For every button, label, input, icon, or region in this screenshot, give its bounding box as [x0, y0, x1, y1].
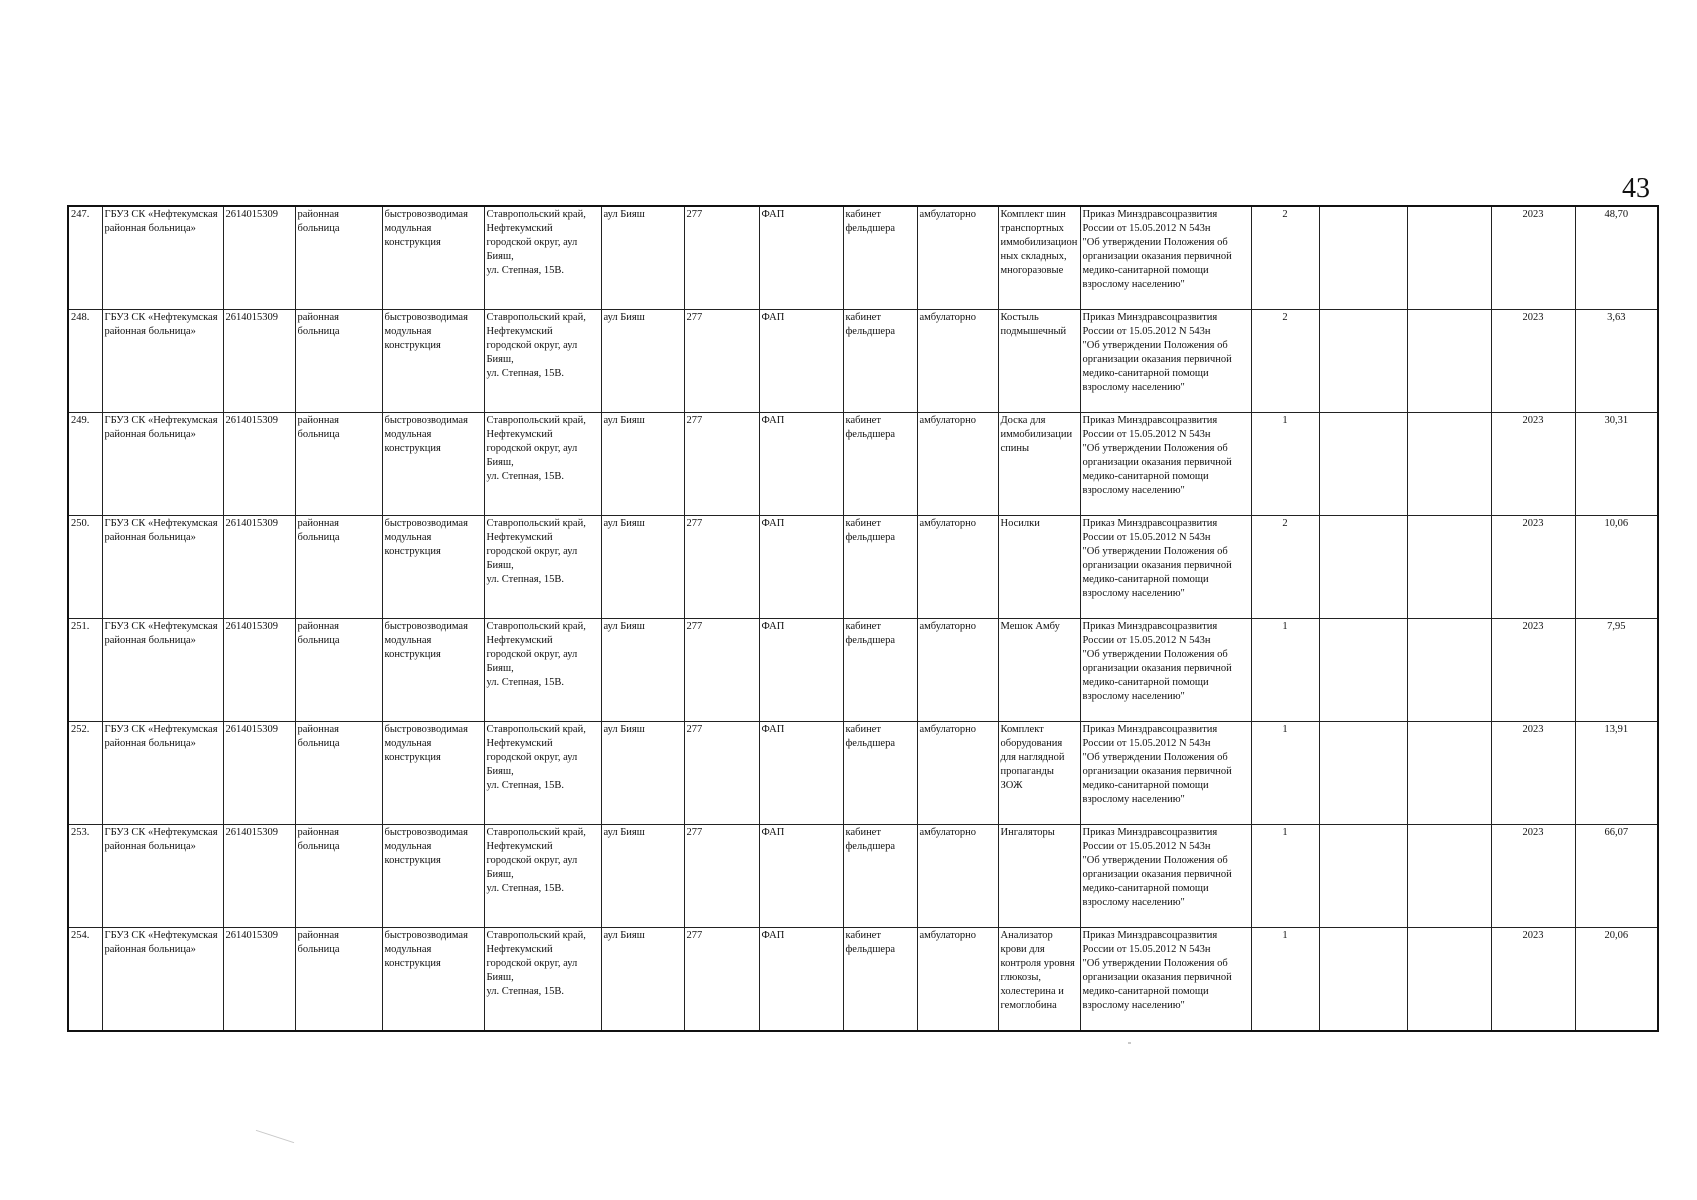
room-cell: кабинет фельдшера	[843, 206, 917, 310]
regulation-text: Приказ Минздравсоцразвития России от 15.05.2012 N 543н "Об утверждении Положения об организации оказания первичной медико-санитарной помощи взрослому населению"	[1082, 415, 1232, 497]
quantity-cell: 2	[1251, 516, 1319, 619]
year-cell: 2023	[1491, 516, 1575, 619]
table-row	[68, 721, 1658, 824]
address-cell	[484, 824, 601, 927]
year-cell: 2023	[1491, 206, 1575, 310]
unit-cell: ФАП	[759, 721, 843, 824]
room-cell: кабинет фельдшера	[843, 310, 917, 413]
amount-cell: 20,06	[1575, 927, 1658, 1031]
address-cell	[484, 927, 601, 1031]
table-row	[68, 824, 1658, 927]
building-type-cell: быстровозводимая модульная конструкция	[382, 824, 484, 927]
institution-type-cell: районная больница	[295, 721, 382, 824]
row-number: 248.	[68, 310, 102, 413]
building-type-cell: быстровозводимая модульная конструкция	[382, 721, 484, 824]
empty-cell	[1319, 618, 1407, 721]
quantity-cell: 2	[1251, 206, 1319, 310]
empty-cell	[1319, 824, 1407, 927]
amount-cell: 48,70	[1575, 206, 1658, 310]
unit-cell: ФАП	[759, 824, 843, 927]
address-text: Ставропольский край, Нефтекумский городской округ, аул Бияш, ул. Степная, 15В.	[486, 518, 586, 585]
address-cell	[484, 310, 601, 413]
table-row	[68, 413, 1658, 516]
row-number: 250.	[68, 516, 102, 619]
care-type-cell: амбулаторно	[917, 206, 998, 310]
empty-cell	[1407, 927, 1491, 1031]
regulation-cell	[1080, 516, 1251, 619]
amount-cell: 3,63	[1575, 310, 1658, 413]
equipment-cell: Носилки	[998, 516, 1080, 619]
institution-type-cell: районная больница	[295, 618, 382, 721]
code-cell: 277	[684, 927, 759, 1031]
code-cell: 277	[684, 516, 759, 619]
quantity-cell: 1	[1251, 927, 1319, 1031]
empty-cell	[1407, 618, 1491, 721]
building-type-cell: быстровозводимая модульная конструкция	[382, 927, 484, 1031]
building-type-cell: быстровозводимая модульная конструкция	[382, 206, 484, 310]
care-type-cell: амбулаторно	[917, 618, 998, 721]
address-cell	[484, 516, 601, 619]
amount-cell: 7,95	[1575, 618, 1658, 721]
empty-cell	[1319, 516, 1407, 619]
quantity-cell: 1	[1251, 413, 1319, 516]
year-cell: 2023	[1491, 721, 1575, 824]
regulation-text: Приказ Минздравсоцразвития России от 15.05.2012 N 543н "Об утверждении Положения об организации оказания первичной медико-санитарной помощи взрослому населению"	[1082, 826, 1232, 908]
organization-cell: ГБУЗ СК «Нефтекумская районная больница»	[102, 927, 223, 1031]
amount-cell: 13,91	[1575, 721, 1658, 824]
code-cell: 277	[684, 310, 759, 413]
address-text: Ставропольский край, Нефтекумский городской округ, аул Бияш, ул. Степная, 15В.	[486, 209, 586, 276]
inn-cell: 2614015309	[223, 721, 295, 824]
regulation-text: Приказ Минздравсоцразвития России от 15.05.2012 N 543н "Об утверждении Положения об организации оказания первичной медико-санитарной помощи взрослому населению"	[1082, 518, 1232, 599]
address-text: Ставропольский край, Нефтекумский городской округ, аул Бияш, ул. Степная, 15В.	[486, 312, 586, 380]
row-number: 247.	[68, 206, 102, 310]
unit-cell: ФАП	[759, 927, 843, 1031]
building-type-cell: быстровозводимая модульная конструкция	[382, 516, 484, 619]
equipment-cell: Доска для иммобилизации спины	[998, 413, 1080, 516]
locality-cell: аул Бияш	[601, 310, 684, 413]
empty-cell	[1407, 413, 1491, 516]
building-type-cell: быстровозводимая модульная конструкция	[382, 618, 484, 721]
regulation-text: Приказ Минздравсоцразвития России от 15.05.2012 N 543н "Об утверждении Положения об организации оказания первичной медико-санитарной помощи взрослому населению"	[1082, 312, 1232, 394]
quantity-cell: 1	[1251, 824, 1319, 927]
quantity-cell: 1	[1251, 721, 1319, 824]
organization-cell: ГБУЗ СК «Нефтекумская районная больница»	[102, 618, 223, 721]
equipment-register-table	[67, 205, 1659, 1032]
empty-cell	[1319, 721, 1407, 824]
organization-cell: ГБУЗ СК «Нефтекумская районная больница»	[102, 721, 223, 824]
institution-type-cell: районная больница	[295, 310, 382, 413]
row-number: 249.	[68, 413, 102, 516]
empty-cell	[1319, 413, 1407, 516]
amount-cell: 10,06	[1575, 516, 1658, 619]
care-type-cell: амбулаторно	[917, 413, 998, 516]
room-cell: кабинет фельдшера	[843, 618, 917, 721]
unit-cell: ФАП	[759, 516, 843, 619]
regulation-cell	[1080, 206, 1251, 310]
empty-cell	[1319, 310, 1407, 413]
empty-cell	[1407, 516, 1491, 619]
building-type-cell: быстровозводимая модульная конструкция	[382, 310, 484, 413]
room-cell: кабинет фельдшера	[843, 721, 917, 824]
code-cell: 277	[684, 618, 759, 721]
code-cell: 277	[684, 824, 759, 927]
care-type-cell: амбулаторно	[917, 310, 998, 413]
empty-cell	[1407, 824, 1491, 927]
empty-cell	[1407, 721, 1491, 824]
locality-cell: аул Бияш	[601, 721, 684, 824]
care-type-cell: амбулаторно	[917, 516, 998, 619]
scan-artifact	[1128, 1042, 1131, 1044]
row-number: 254.	[68, 927, 102, 1031]
equipment-cell: Костыль подмышечный	[998, 310, 1080, 413]
table-row	[68, 618, 1658, 721]
quantity-cell: 2	[1251, 310, 1319, 413]
inn-cell: 2614015309	[223, 413, 295, 516]
address-cell	[484, 721, 601, 824]
room-cell: кабинет фельдшера	[843, 824, 917, 927]
regulation-cell	[1080, 618, 1251, 721]
amount-cell: 66,07	[1575, 824, 1658, 927]
equipment-cell: Комплект шин транспортных иммобилизацион ных складных, многоразовые	[998, 206, 1080, 310]
regulation-cell	[1080, 927, 1251, 1031]
regulation-text: Приказ Минздравсоцразвития России от 15.05.2012 N 543н "Об утверждении Положения об организации оказания первичной медико-санитарной помощи взрослому населению"	[1082, 209, 1232, 290]
row-number: 252.	[68, 721, 102, 824]
address-text: Ставропольский край, Нефтекумский городской округ, аул Бияш, ул. Степная, 15В.	[486, 929, 586, 997]
care-type-cell: амбулаторно	[917, 721, 998, 824]
address-text: Ставропольский край, Нефтекумский городской округ, аул Бияш, ул. Степная, 15В.	[486, 415, 586, 483]
table-row	[68, 516, 1658, 619]
scan-artifact	[256, 1130, 294, 1143]
register-rows	[68, 206, 1658, 1031]
empty-cell	[1319, 206, 1407, 310]
room-cell: кабинет фельдшера	[843, 413, 917, 516]
organization-cell: ГБУЗ СК «Нефтекумская районная больница»	[102, 206, 223, 310]
empty-cell	[1407, 310, 1491, 413]
locality-cell: аул Бияш	[601, 516, 684, 619]
address-cell	[484, 206, 601, 310]
empty-cell	[1319, 927, 1407, 1031]
equipment-cell: Комплект оборудования для наглядной пропаганды ЗОЖ	[998, 721, 1080, 824]
regulation-cell	[1080, 824, 1251, 927]
address-cell	[484, 413, 601, 516]
amount-cell: 30,31	[1575, 413, 1658, 516]
locality-cell: аул Бияш	[601, 206, 684, 310]
institution-type-cell: районная больница	[295, 824, 382, 927]
code-cell: 277	[684, 721, 759, 824]
locality-cell: аул Бияш	[601, 927, 684, 1031]
locality-cell: аул Бияш	[601, 413, 684, 516]
page-number: 43	[1622, 173, 1650, 204]
organization-cell: ГБУЗ СК «Нефтекумская районная больница»	[102, 516, 223, 619]
institution-type-cell: районная больница	[295, 206, 382, 310]
code-cell: 277	[684, 206, 759, 310]
unit-cell: ФАП	[759, 618, 843, 721]
empty-cell	[1407, 206, 1491, 310]
regulation-cell	[1080, 721, 1251, 824]
room-cell: кабинет фельдшера	[843, 927, 917, 1031]
address-text: Ставропольский край, Нефтекумский городской округ, аул Бияш, ул. Степная, 15В.	[486, 826, 586, 894]
organization-cell: ГБУЗ СК «Нефтекумская районная больница»	[102, 824, 223, 927]
address-text: Ставропольский край, Нефтекумский городской округ, аул Бияш, ул. Степная, 15В.	[486, 620, 586, 688]
inn-cell: 2614015309	[223, 206, 295, 310]
year-cell: 2023	[1491, 824, 1575, 927]
organization-cell: ГБУЗ СК «Нефтекумская районная больница»	[102, 310, 223, 413]
year-cell: 2023	[1491, 310, 1575, 413]
regulation-text: Приказ Минздравсоцразвития России от 15.05.2012 N 543н "Об утверждении Положения об организации оказания первичной медико-санитарной помощи взрослому населению"	[1082, 929, 1232, 1011]
locality-cell: аул Бияш	[601, 618, 684, 721]
table-row	[68, 310, 1658, 413]
organization-cell: ГБУЗ СК «Нефтекумская районная больница»	[102, 413, 223, 516]
table-row	[68, 206, 1658, 310]
row-number: 253.	[68, 824, 102, 927]
locality-cell: аул Бияш	[601, 824, 684, 927]
regulation-text: Приказ Минздравсоцразвития России от 15.05.2012 N 543н "Об утверждении Положения об организации оказания первичной медико-санитарной помощи взрослому населению"	[1082, 620, 1232, 702]
unit-cell: ФАП	[759, 413, 843, 516]
equipment-cell: Анализатор крови для контроля уровня глюкозы, холестерина и гемоглобина	[998, 927, 1080, 1031]
address-text: Ставропольский край, Нефтекумский городской округ, аул Бияш, ул. Степная, 15В.	[486, 723, 586, 791]
institution-type-cell: районная больница	[295, 413, 382, 516]
equipment-cell: Мешок Амбу	[998, 618, 1080, 721]
inn-cell: 2614015309	[223, 927, 295, 1031]
year-cell: 2023	[1491, 413, 1575, 516]
care-type-cell: амбулаторно	[917, 824, 998, 927]
year-cell: 2023	[1491, 618, 1575, 721]
year-cell: 2023	[1491, 927, 1575, 1031]
regulation-cell	[1080, 310, 1251, 413]
care-type-cell: амбулаторно	[917, 927, 998, 1031]
institution-type-cell: районная больница	[295, 927, 382, 1031]
inn-cell: 2614015309	[223, 824, 295, 927]
room-cell: кабинет фельдшера	[843, 516, 917, 619]
inn-cell: 2614015309	[223, 618, 295, 721]
regulation-text: Приказ Минздравсоцразвития России от 15.05.2012 N 543н "Об утверждении Положения об организации оказания первичной медико-санитарной помощи взрослому населению"	[1082, 723, 1232, 805]
building-type-cell: быстровозводимая модульная конструкция	[382, 413, 484, 516]
address-cell	[484, 618, 601, 721]
row-number: 251.	[68, 618, 102, 721]
unit-cell: ФАП	[759, 310, 843, 413]
quantity-cell: 1	[1251, 618, 1319, 721]
regulation-cell	[1080, 413, 1251, 516]
equipment-cell: Ингаляторы	[998, 824, 1080, 927]
code-cell: 277	[684, 413, 759, 516]
inn-cell: 2614015309	[223, 516, 295, 619]
unit-cell: ФАП	[759, 206, 843, 310]
table-row	[68, 927, 1658, 1031]
inn-cell: 2614015309	[223, 310, 295, 413]
institution-type-cell: районная больница	[295, 516, 382, 619]
